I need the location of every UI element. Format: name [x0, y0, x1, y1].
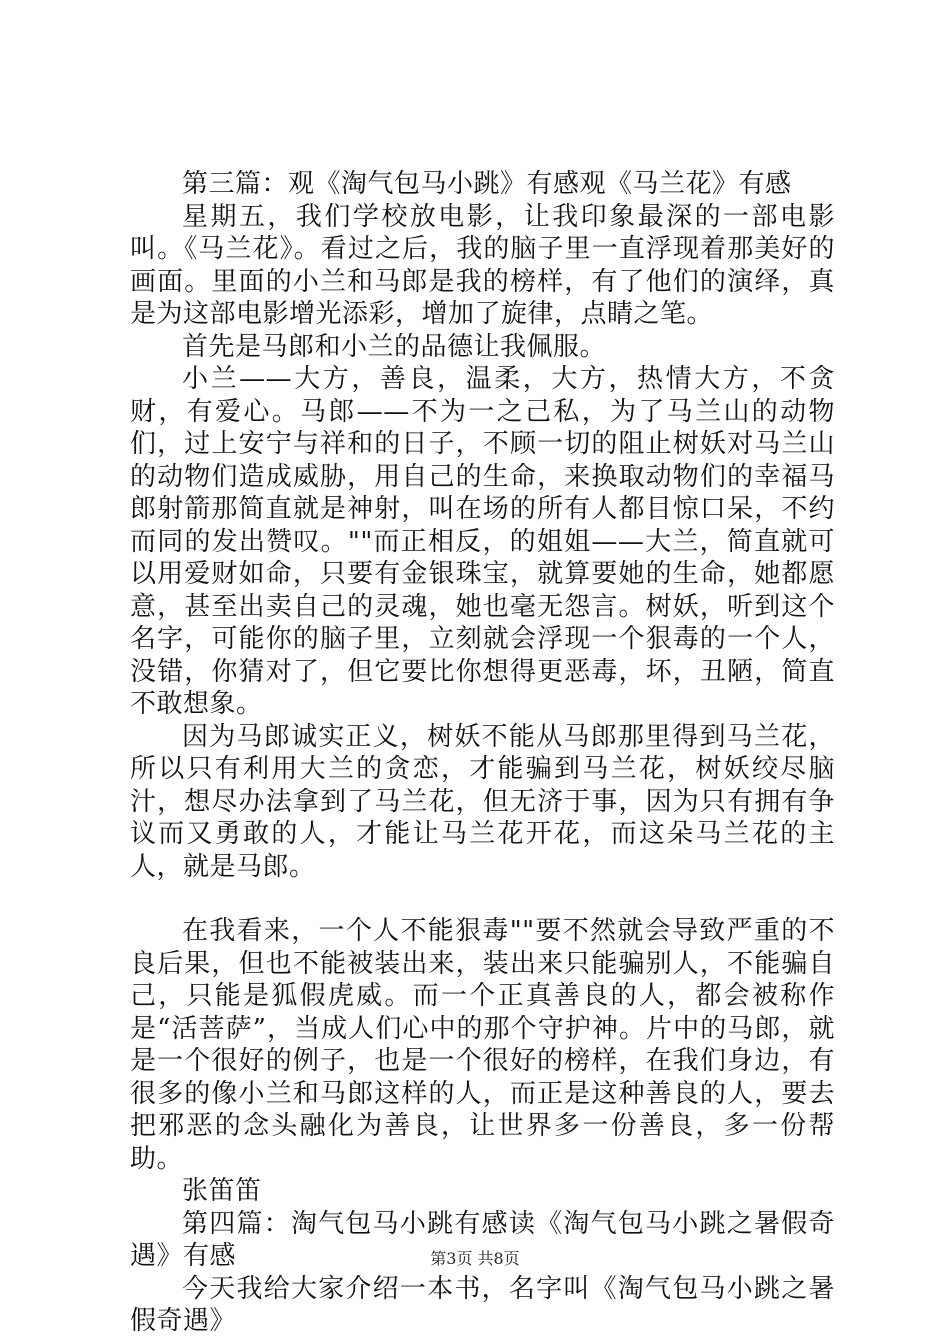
paragraph: 今天我给大家介绍一本书，名字叫《淘气包马小跳之暑假奇遇》 — [130, 1273, 835, 1336]
section-title-part-3: 第三篇：观《淘气包马小跳》有感观《马兰花》有感 — [182, 169, 792, 199]
paragraph: 星期五，我们学校放电影，让我印象最深的一部电影叫。《马兰花》。看过之后，我的脑子里一直浮现着那美好的画面。里面的小兰和马郎是我的榜样，有了他们的演绎，真是为这部电影增光添彩，增加了旋律，点睛之笔。 — [130, 201, 835, 329]
paragraph: 首先是马郎和小兰的品德让我佩服。 — [182, 331, 607, 362]
author-name: 张笛笛 — [182, 1176, 262, 1206]
paragraph: 小兰——大方，善良，温柔，大方，热情大方，不贪财，有爱心。马郎——不为一之己私，为了马兰山的动物们，过上安宁与祥和的日子，不顾一切的阻止树妖对马兰山的动物们造成威胁，用自己的生命，来换取动物们的幸福马郎射箭那简直就是神射，叫在场的所有人都目惊口呆，不约而同的发出赞叹。""而正相反，的姐姐——大兰，简直就可以用爱财如命，只要有金银珠宝，就算要她的生命，她都愿意，甚至出卖自己的灵魂，她也毫无怨言。树妖，听到这个名字，可能你的脑子里，立刻就会浮现一个狠毒的一个人，没错，你猜对了，但它要比你想得更恶毒，坏，丑陋，简直不敢想象。 — [130, 364, 835, 719]
page-footer: 第3页 共8页 — [430, 1249, 520, 1268]
document-body — [130, 168, 835, 1338]
section-title-part-4: 第四篇：淘气包马小跳有感读《淘气包马小跳之暑假奇遇》有感 — [130, 1208, 835, 1271]
paragraph-spacer — [130, 883, 835, 915]
paragraph: 在我看来，一个人不能狠毒""要不然就会导致严重的不良后果，但也不能被装出来，装出来只能骗别人，不能骗自己，只能是狐假虎威。而一个正真善良的人，都会被称作是“活菩萨”，当成人们心中的那个守护神。片中的马郎，就是一个很好的例子，也是一个很好的榜样，在我们身边，有很多的像小兰和马郎这样的人，而正是这种善良的人，要去把邪恶的念头融化为善良，让世界多一份善良，多一份帮助。 — [130, 916, 835, 1174]
paragraph: 因为马郎诚实正义，树妖不能从马郎那里得到马兰花，所以只有利用大兰的贪恋，才能骗到马兰花，树妖绞尽脑汁，想尽办法拿到了马兰花，但无济于事，因为只有拥有争议而又勇敢的人，才能让马兰花开花，而这朵马兰花的主人，就是马郎。 — [130, 721, 835, 882]
